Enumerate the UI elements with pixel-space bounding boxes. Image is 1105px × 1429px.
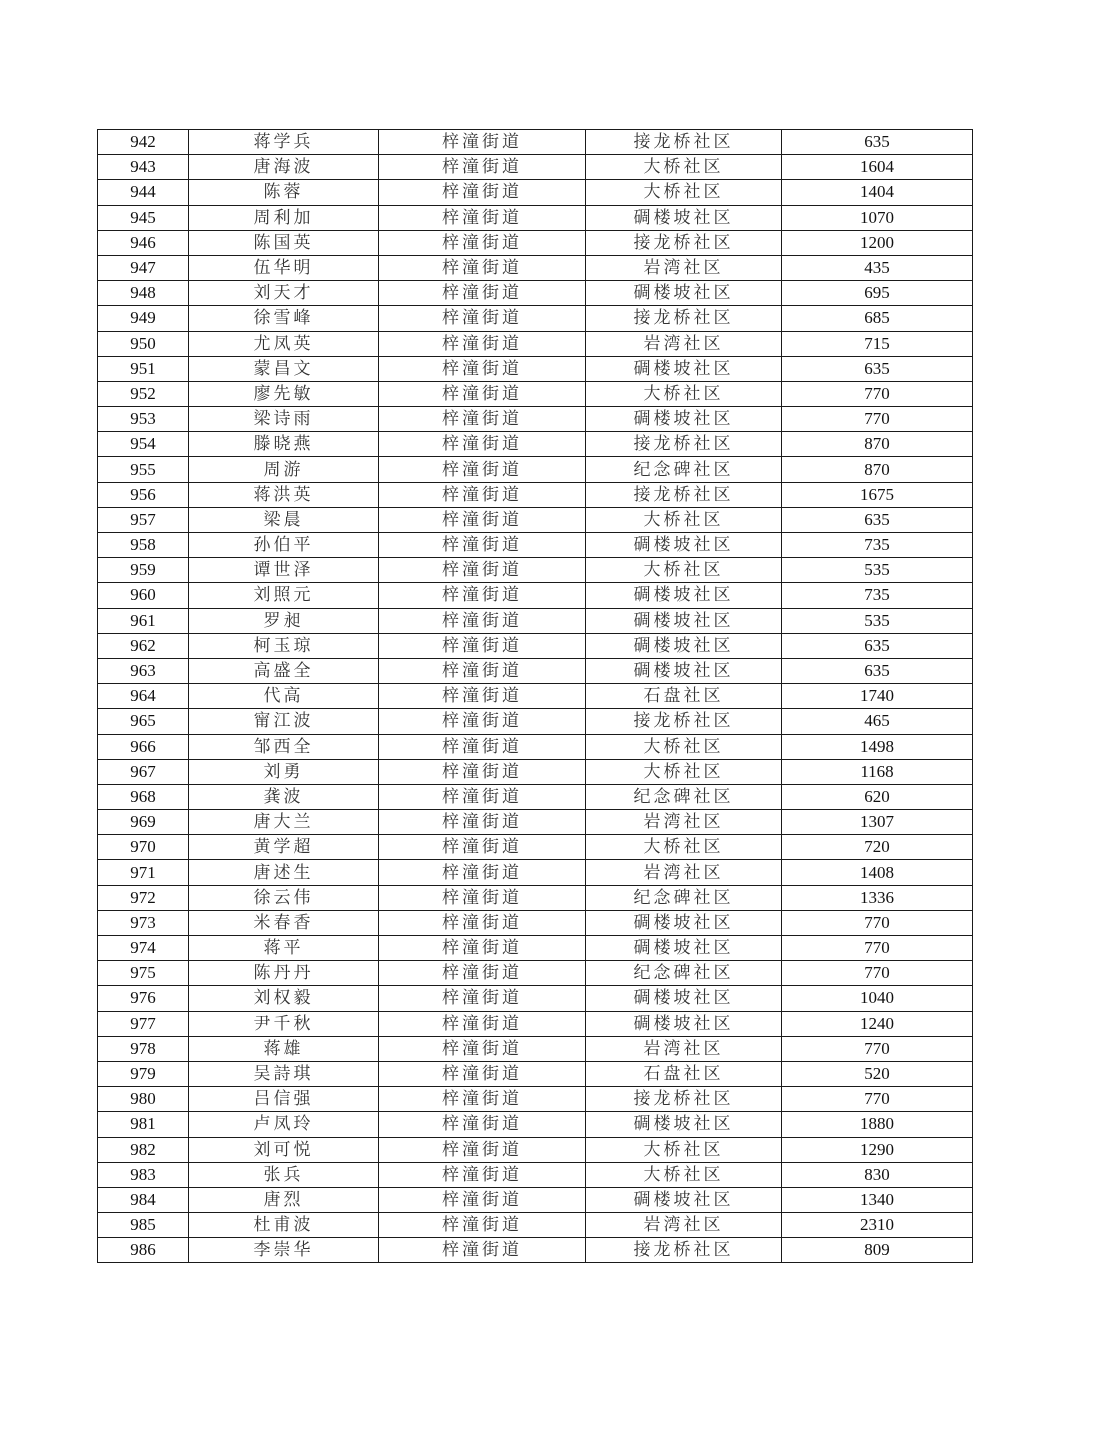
name-cell: 杜甫波 — [189, 1213, 379, 1238]
street-cell: 梓潼街道 — [379, 205, 586, 230]
table-row — [98, 709, 973, 734]
row-number-cell: 970 — [98, 835, 189, 860]
row-number-cell: 979 — [98, 1061, 189, 1086]
row-number-cell: 975 — [98, 961, 189, 986]
amount-cell: 1604 — [782, 155, 973, 180]
amount-cell: 635 — [782, 633, 973, 658]
name-cell: 刘勇 — [189, 759, 379, 784]
row-number-cell: 964 — [98, 684, 189, 709]
table-row — [98, 784, 973, 809]
street-cell: 梓潼街道 — [379, 1112, 586, 1137]
community-cell: 大桥社区 — [586, 1137, 782, 1162]
name-cell: 卢凤玲 — [189, 1112, 379, 1137]
street-cell: 梓潼街道 — [379, 784, 586, 809]
name-cell: 刘天才 — [189, 281, 379, 306]
community-cell: 碉楼坡社区 — [586, 407, 782, 432]
community-cell: 大桥社区 — [586, 759, 782, 784]
street-cell: 梓潼街道 — [379, 658, 586, 683]
community-cell: 碉楼坡社区 — [586, 658, 782, 683]
community-cell: 接龙桥社区 — [586, 1087, 782, 1112]
community-cell: 岩湾社区 — [586, 331, 782, 356]
amount-cell: 620 — [782, 784, 973, 809]
street-cell: 梓潼街道 — [379, 1187, 586, 1212]
street-cell: 梓潼街道 — [379, 961, 586, 986]
roster-table — [97, 129, 973, 1263]
row-number-cell: 980 — [98, 1087, 189, 1112]
name-cell: 廖先敏 — [189, 381, 379, 406]
name-cell: 刘照元 — [189, 583, 379, 608]
amount-cell: 1740 — [782, 684, 973, 709]
amount-cell: 2310 — [782, 1213, 973, 1238]
row-number-cell: 956 — [98, 482, 189, 507]
street-cell: 梓潼街道 — [379, 986, 586, 1011]
row-number-cell: 968 — [98, 784, 189, 809]
name-cell: 陈丹丹 — [189, 961, 379, 986]
name-cell: 伍华明 — [189, 255, 379, 280]
community-cell: 接龙桥社区 — [586, 130, 782, 155]
amount-cell: 770 — [782, 936, 973, 961]
street-cell: 梓潼街道 — [379, 1213, 586, 1238]
row-number-cell: 974 — [98, 936, 189, 961]
street-cell: 梓潼街道 — [379, 1137, 586, 1162]
street-cell: 梓潼街道 — [379, 432, 586, 457]
amount-cell: 535 — [782, 608, 973, 633]
row-number-cell: 986 — [98, 1238, 189, 1263]
table-row — [98, 684, 973, 709]
row-number-cell: 982 — [98, 1137, 189, 1162]
table-row — [98, 936, 973, 961]
amount-cell: 770 — [782, 1087, 973, 1112]
street-cell: 梓潼街道 — [379, 583, 586, 608]
name-cell: 尤凤英 — [189, 331, 379, 356]
street-cell: 梓潼街道 — [379, 633, 586, 658]
table-row — [98, 281, 973, 306]
amount-cell: 1675 — [782, 482, 973, 507]
table-row — [98, 558, 973, 583]
community-cell: 接龙桥社区 — [586, 709, 782, 734]
table-row — [98, 356, 973, 381]
community-cell: 岩湾社区 — [586, 1213, 782, 1238]
street-cell: 梓潼街道 — [379, 1162, 586, 1187]
name-cell: 吴詩琪 — [189, 1061, 379, 1086]
name-cell: 蒙昌文 — [189, 356, 379, 381]
name-cell: 罗昶 — [189, 608, 379, 633]
amount-cell: 770 — [782, 381, 973, 406]
amount-cell: 1340 — [782, 1187, 973, 1212]
community-cell: 大桥社区 — [586, 507, 782, 532]
amount-cell: 435 — [782, 255, 973, 280]
row-number-cell: 945 — [98, 205, 189, 230]
row-number-cell: 969 — [98, 810, 189, 835]
name-cell: 刘可悦 — [189, 1137, 379, 1162]
table-row — [98, 1087, 973, 1112]
street-cell: 梓潼街道 — [379, 130, 586, 155]
amount-cell: 635 — [782, 658, 973, 683]
community-cell: 接龙桥社区 — [586, 306, 782, 331]
table-row — [98, 835, 973, 860]
table-row — [98, 155, 973, 180]
community-cell: 岩湾社区 — [586, 810, 782, 835]
community-cell: 碉楼坡社区 — [586, 583, 782, 608]
table-row — [98, 507, 973, 532]
table-row — [98, 381, 973, 406]
row-number-cell: 949 — [98, 306, 189, 331]
table-row — [98, 205, 973, 230]
row-number-cell: 951 — [98, 356, 189, 381]
name-cell: 滕晓燕 — [189, 432, 379, 457]
amount-cell: 635 — [782, 130, 973, 155]
community-cell: 碉楼坡社区 — [586, 205, 782, 230]
community-cell: 碉楼坡社区 — [586, 936, 782, 961]
amount-cell: 1880 — [782, 1112, 973, 1137]
row-number-cell: 966 — [98, 734, 189, 759]
name-cell: 李崇华 — [189, 1238, 379, 1263]
name-cell: 徐云伟 — [189, 885, 379, 910]
table-row — [98, 583, 973, 608]
amount-cell: 1290 — [782, 1137, 973, 1162]
street-cell: 梓潼街道 — [379, 180, 586, 205]
name-cell: 孙伯平 — [189, 533, 379, 558]
community-cell: 石盘社区 — [586, 684, 782, 709]
street-cell: 梓潼街道 — [379, 835, 586, 860]
community-cell: 接龙桥社区 — [586, 482, 782, 507]
street-cell: 梓潼街道 — [379, 533, 586, 558]
name-cell: 张兵 — [189, 1162, 379, 1187]
street-cell: 梓潼街道 — [379, 331, 586, 356]
table-row — [98, 1238, 973, 1263]
street-cell: 梓潼街道 — [379, 356, 586, 381]
table-row — [98, 432, 973, 457]
community-cell: 接龙桥社区 — [586, 230, 782, 255]
row-number-cell: 943 — [98, 155, 189, 180]
amount-cell: 1070 — [782, 205, 973, 230]
community-cell: 大桥社区 — [586, 1162, 782, 1187]
table-row — [98, 759, 973, 784]
amount-cell: 535 — [782, 558, 973, 583]
row-number-cell: 977 — [98, 1011, 189, 1036]
table-row — [98, 910, 973, 935]
community-cell: 大桥社区 — [586, 155, 782, 180]
row-number-cell: 981 — [98, 1112, 189, 1137]
amount-cell: 720 — [782, 835, 973, 860]
table-row — [98, 1187, 973, 1212]
name-cell: 吕信强 — [189, 1087, 379, 1112]
row-number-cell: 953 — [98, 407, 189, 432]
row-number-cell: 954 — [98, 432, 189, 457]
name-cell: 梁诗雨 — [189, 407, 379, 432]
community-cell: 纪念碑社区 — [586, 784, 782, 809]
community-cell: 大桥社区 — [586, 381, 782, 406]
table-row — [98, 457, 973, 482]
row-number-cell: 972 — [98, 885, 189, 910]
name-cell: 唐述生 — [189, 860, 379, 885]
name-cell: 蒋学兵 — [189, 130, 379, 155]
name-cell: 米春香 — [189, 910, 379, 935]
amount-cell: 695 — [782, 281, 973, 306]
table-row — [98, 306, 973, 331]
name-cell: 徐雪峰 — [189, 306, 379, 331]
street-cell: 梓潼街道 — [379, 1011, 586, 1036]
row-number-cell: 983 — [98, 1162, 189, 1187]
community-cell: 纪念碑社区 — [586, 885, 782, 910]
table-row — [98, 860, 973, 885]
row-number-cell: 942 — [98, 130, 189, 155]
row-number-cell: 963 — [98, 658, 189, 683]
name-cell: 谭世泽 — [189, 558, 379, 583]
amount-cell: 1040 — [782, 986, 973, 1011]
row-number-cell: 971 — [98, 860, 189, 885]
row-number-cell: 973 — [98, 910, 189, 935]
community-cell: 接龙桥社区 — [586, 1238, 782, 1263]
row-number-cell: 948 — [98, 281, 189, 306]
amount-cell: 830 — [782, 1162, 973, 1187]
name-cell: 蒋平 — [189, 936, 379, 961]
street-cell: 梓潼街道 — [379, 759, 586, 784]
amount-cell: 685 — [782, 306, 973, 331]
name-cell: 蒋洪英 — [189, 482, 379, 507]
community-cell: 石盘社区 — [586, 1061, 782, 1086]
table-row — [98, 331, 973, 356]
table-row — [98, 1061, 973, 1086]
amount-cell: 770 — [782, 961, 973, 986]
street-cell: 梓潼街道 — [379, 558, 586, 583]
street-cell: 梓潼街道 — [379, 482, 586, 507]
row-number-cell: 959 — [98, 558, 189, 583]
amount-cell: 770 — [782, 407, 973, 432]
table-row — [98, 1011, 973, 1036]
row-number-cell: 952 — [98, 381, 189, 406]
table-row — [98, 658, 973, 683]
name-cell: 唐大兰 — [189, 810, 379, 835]
amount-cell: 1404 — [782, 180, 973, 205]
street-cell: 梓潼街道 — [379, 860, 586, 885]
amount-cell: 770 — [782, 1036, 973, 1061]
name-cell: 陈国英 — [189, 230, 379, 255]
table-row — [98, 230, 973, 255]
name-cell: 龚波 — [189, 784, 379, 809]
table-row — [98, 1112, 973, 1137]
community-cell: 岩湾社区 — [586, 860, 782, 885]
row-number-cell: 950 — [98, 331, 189, 356]
name-cell: 周利加 — [189, 205, 379, 230]
row-number-cell: 957 — [98, 507, 189, 532]
row-number-cell: 955 — [98, 457, 189, 482]
name-cell: 周游 — [189, 457, 379, 482]
row-number-cell: 958 — [98, 533, 189, 558]
community-cell: 碉楼坡社区 — [586, 1011, 782, 1036]
community-cell: 碉楼坡社区 — [586, 608, 782, 633]
street-cell: 梓潼街道 — [379, 936, 586, 961]
community-cell: 碉楼坡社区 — [586, 910, 782, 935]
community-cell: 碉楼坡社区 — [586, 986, 782, 1011]
amount-cell: 1240 — [782, 1011, 973, 1036]
amount-cell: 735 — [782, 583, 973, 608]
community-cell: 碉楼坡社区 — [586, 356, 782, 381]
table-row — [98, 810, 973, 835]
street-cell: 梓潼街道 — [379, 457, 586, 482]
name-cell: 代高 — [189, 684, 379, 709]
row-number-cell: 946 — [98, 230, 189, 255]
street-cell: 梓潼街道 — [379, 1036, 586, 1061]
amount-cell: 1408 — [782, 860, 973, 885]
name-cell: 唐烈 — [189, 1187, 379, 1212]
table-row — [98, 255, 973, 280]
community-cell: 纪念碑社区 — [586, 457, 782, 482]
table-row — [98, 1213, 973, 1238]
community-cell: 碉楼坡社区 — [586, 281, 782, 306]
row-number-cell: 944 — [98, 180, 189, 205]
community-cell: 岩湾社区 — [586, 255, 782, 280]
table-row — [98, 1137, 973, 1162]
street-cell: 梓潼街道 — [379, 281, 586, 306]
street-cell: 梓潼街道 — [379, 230, 586, 255]
community-cell: 碉楼坡社区 — [586, 533, 782, 558]
amount-cell: 770 — [782, 910, 973, 935]
table-row — [98, 986, 973, 1011]
row-number-cell: 961 — [98, 608, 189, 633]
street-cell: 梓潼街道 — [379, 1238, 586, 1263]
community-cell: 接龙桥社区 — [586, 432, 782, 457]
community-cell: 大桥社区 — [586, 734, 782, 759]
table-row — [98, 482, 973, 507]
street-cell: 梓潼街道 — [379, 255, 586, 280]
table-body — [98, 130, 973, 1263]
amount-cell: 635 — [782, 356, 973, 381]
street-cell: 梓潼街道 — [379, 407, 586, 432]
street-cell: 梓潼街道 — [379, 608, 586, 633]
table-row — [98, 130, 973, 155]
name-cell: 蒋雄 — [189, 1036, 379, 1061]
community-cell: 碉楼坡社区 — [586, 1187, 782, 1212]
street-cell: 梓潼街道 — [379, 507, 586, 532]
amount-cell: 1200 — [782, 230, 973, 255]
community-cell: 纪念碑社区 — [586, 961, 782, 986]
amount-cell: 520 — [782, 1061, 973, 1086]
name-cell: 柯玉琼 — [189, 633, 379, 658]
table-row — [98, 633, 973, 658]
table-row — [98, 608, 973, 633]
community-cell: 大桥社区 — [586, 180, 782, 205]
table-row — [98, 734, 973, 759]
name-cell: 唐海波 — [189, 155, 379, 180]
table-row — [98, 407, 973, 432]
amount-cell: 809 — [782, 1238, 973, 1263]
amount-cell: 1307 — [782, 810, 973, 835]
table-row — [98, 1036, 973, 1061]
row-number-cell: 967 — [98, 759, 189, 784]
street-cell: 梓潼街道 — [379, 155, 586, 180]
name-cell: 高盛全 — [189, 658, 379, 683]
street-cell: 梓潼街道 — [379, 709, 586, 734]
name-cell: 陈蓉 — [189, 180, 379, 205]
amount-cell: 635 — [782, 507, 973, 532]
street-cell: 梓潼街道 — [379, 1061, 586, 1086]
amount-cell: 735 — [782, 533, 973, 558]
street-cell: 梓潼街道 — [379, 1087, 586, 1112]
row-number-cell: 978 — [98, 1036, 189, 1061]
community-cell: 岩湾社区 — [586, 1036, 782, 1061]
amount-cell: 1336 — [782, 885, 973, 910]
name-cell: 邹西全 — [189, 734, 379, 759]
table-row — [98, 885, 973, 910]
table-row — [98, 180, 973, 205]
name-cell: 梁晨 — [189, 507, 379, 532]
row-number-cell: 947 — [98, 255, 189, 280]
street-cell: 梓潼街道 — [379, 885, 586, 910]
name-cell: 黄学超 — [189, 835, 379, 860]
row-number-cell: 985 — [98, 1213, 189, 1238]
name-cell: 刘权毅 — [189, 986, 379, 1011]
amount-cell: 1498 — [782, 734, 973, 759]
name-cell: 甯江波 — [189, 709, 379, 734]
amount-cell: 870 — [782, 457, 973, 482]
amount-cell: 870 — [782, 432, 973, 457]
street-cell: 梓潼街道 — [379, 910, 586, 935]
table-row — [98, 533, 973, 558]
community-cell: 大桥社区 — [586, 558, 782, 583]
community-cell: 碉楼坡社区 — [586, 633, 782, 658]
table-row — [98, 961, 973, 986]
street-cell: 梓潼街道 — [379, 684, 586, 709]
amount-cell: 715 — [782, 331, 973, 356]
street-cell: 梓潼街道 — [379, 306, 586, 331]
street-cell: 梓潼街道 — [379, 734, 586, 759]
row-number-cell: 965 — [98, 709, 189, 734]
name-cell: 尹千秋 — [189, 1011, 379, 1036]
table-row — [98, 1162, 973, 1187]
community-cell: 碉楼坡社区 — [586, 1112, 782, 1137]
community-cell: 大桥社区 — [586, 835, 782, 860]
row-number-cell: 962 — [98, 633, 189, 658]
row-number-cell: 976 — [98, 986, 189, 1011]
amount-cell: 465 — [782, 709, 973, 734]
street-cell: 梓潼街道 — [379, 381, 586, 406]
street-cell: 梓潼街道 — [379, 810, 586, 835]
row-number-cell: 960 — [98, 583, 189, 608]
row-number-cell: 984 — [98, 1187, 189, 1212]
amount-cell: 1168 — [782, 759, 973, 784]
